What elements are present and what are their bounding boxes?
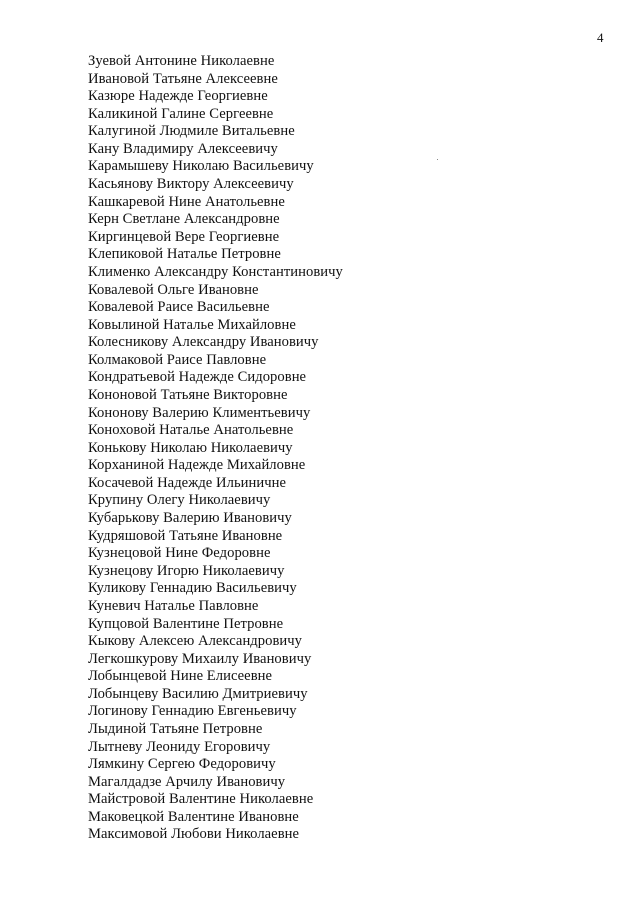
list-item: Лобынцеву Василию Дмитриевичу — [88, 685, 308, 702]
list-item: Куневич Наталье Павловне — [88, 597, 259, 614]
list-item: Кану Владимиру Алексеевичу — [88, 140, 278, 157]
list-item: Куликову Геннадию Васильевичу — [88, 580, 297, 597]
page-number: 4 — [597, 30, 604, 45]
list-item: Кононову Валерию Климентьевичу — [88, 404, 311, 421]
list-item: Коноховой Наталье Анатольевне — [88, 422, 294, 439]
names-list — [88, 53, 343, 844]
list-item: Кузнецовой Нине Федоровне — [88, 545, 271, 562]
list-item: Корханиной Надежде Михайловне — [88, 457, 306, 474]
list-item: Купцовой Валентине Петровне — [88, 615, 284, 632]
list-item: Касьянову Виктору Алексеевичу — [88, 176, 294, 193]
list-item: Легкошкурову Михаилу Ивановичу — [88, 650, 312, 667]
list-item: Кононовой Татьяне Викторовне — [88, 386, 288, 403]
list-item: Казюре Надежде Георгиевне — [88, 88, 268, 105]
list-item: Ковалевой Раисе Васильевне — [88, 299, 270, 316]
list-item: Колмаковой Раисе Павловне — [88, 351, 267, 368]
list-item: Колесникову Александру Ивановичу — [88, 334, 319, 351]
scan-speck — [437, 159, 438, 160]
list-item: Клепиковой Наталье Петровне — [88, 246, 281, 263]
list-item: Кашкаревой Нине Анатольевне — [88, 193, 285, 210]
list-item: Кондратьевой Надежде Сидоровне — [88, 369, 307, 386]
list-item: Кузнецову Игорю Николаевичу — [88, 562, 285, 579]
list-item: Карамышеву Николаю Васильевичу — [88, 158, 314, 175]
list-item: Максимовой Любови Николаевне — [88, 826, 300, 843]
list-item: Кудряшовой Татьяне Ивановне — [88, 527, 283, 544]
list-item: Лыдиной Татьяне Петровне — [88, 720, 263, 737]
list-item: Клименко Александру Константиновичу — [88, 263, 343, 280]
list-item: Майстровой Валентине Николаевне — [88, 791, 314, 808]
list-item: Крупину Олегу Николаевичу — [88, 492, 271, 509]
list-item: Каликиной Галине Сергеевне — [88, 105, 274, 122]
list-item: Ковалевой Ольге Ивановне — [88, 281, 259, 298]
list-item: Кыкову Алексею Александровичу — [88, 633, 303, 650]
list-item: Лытневу Леониду Егоровичу — [88, 738, 271, 755]
list-item: Конькову Николаю Николаевичу — [88, 439, 293, 456]
list-item: Логинову Геннадию Евгеньевичу — [88, 703, 297, 720]
list-item: Киргинцевой Вере Георгиевне — [88, 228, 280, 245]
list-item: Ковылиной Наталье Михайловне — [88, 316, 296, 333]
list-item: Керн Светлане Александровне — [88, 211, 280, 228]
list-item: Косачевой Надежде Ильиничне — [88, 474, 287, 491]
list-item: Кубарькову Валерию Ивановичу — [88, 510, 292, 527]
list-item: Зуевой Антонине Николаевне — [88, 53, 275, 69]
list-item: Магалдадзе Арчилу Ивановичу — [88, 773, 286, 790]
list-item: Лобынцевой Нине Елисеевне — [88, 668, 273, 685]
list-item: Калугиной Людмиле Витальевне — [88, 123, 295, 140]
list-item: Ивановой Татьяне Алексеевне — [88, 70, 278, 87]
list-item: Маковецкой Валентине Ивановне — [88, 808, 299, 825]
list-item: Лямкину Сергею Федоровичу — [88, 756, 276, 773]
